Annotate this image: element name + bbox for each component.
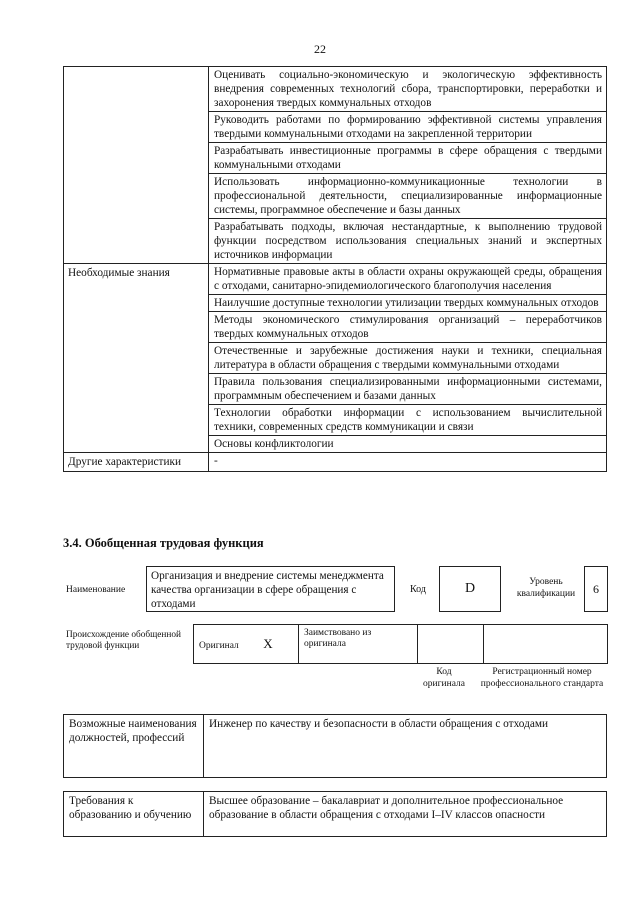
other-characteristics-label: Другие характеристики xyxy=(64,453,209,472)
skill-row: Руководить работами по формированию эффективной системы управления твердыми коммунальными отходами на закрепленной территории xyxy=(209,112,607,143)
borrowed-label: Заимствовано из оригинала xyxy=(299,625,418,664)
original-label: Оригинал xyxy=(199,641,239,651)
knowledge-row: Основы конфликтологии xyxy=(209,436,607,453)
code-original-label: Код оригинала xyxy=(423,667,465,689)
original-cell xyxy=(194,625,299,664)
skills-label-cell xyxy=(64,67,209,264)
positions-label: Возможные наименования должностей, профессий xyxy=(64,715,204,778)
positions-table xyxy=(63,714,607,778)
skill-row: Оценивать социально-экономическую и экологическую эффективность внедрения современных технологий сбора, транспортировки, переработки и захоронения твердых коммунальных отходов xyxy=(209,67,607,112)
level-label: Уровень квалификации xyxy=(516,577,576,599)
other-characteristics-value: - xyxy=(209,453,607,472)
page-number: 22 xyxy=(314,42,326,56)
knowledge-row: Правила пользования специализированными информационными системами, программным обеспечением и базами данных xyxy=(209,374,607,405)
skill-row: Разрабатывать инвестиционные программы в сфере обращения с твердыми коммунальными отходами xyxy=(209,143,607,174)
knowledge-row: Технологии обработки информации с использованием вычислительной техники, современных средств коммуникации и связи xyxy=(209,405,607,436)
name-label: Наименование xyxy=(66,585,126,595)
name-value: Организация и внедрение системы менеджмента качества организации в сфере обращения с отходами xyxy=(146,566,395,612)
code-original-cell xyxy=(418,625,484,664)
knowledge-row: Нормативные правовые акты в области охраны окружающей среды, обращения с отходами, санитарно-эпидемиологического благополучия населения xyxy=(209,264,607,295)
skill-row: Разрабатывать подходы, включая нестандартные, к выполнению трудовой функции посредством использования специальных знаний и экспертных источников информации xyxy=(209,219,607,264)
skills-knowledge-table xyxy=(63,66,607,472)
origin-label: Происхождение обобщенной трудовой функции xyxy=(66,630,181,651)
code-label: Код xyxy=(410,584,426,595)
original-mark: X xyxy=(263,636,273,651)
reg-number-label: Регистрационный номер профессионального стандарта xyxy=(480,667,604,689)
knowledge-label: Необходимые знания xyxy=(64,264,209,453)
code-value: D xyxy=(439,566,501,612)
education-value: Высшее образование – бакалавриат и дополнительное профессиональное образование в области обращения с отходами I–IV классов опасности xyxy=(204,792,607,837)
skill-row: Использовать информационно-коммуникационные технологии в профессиональной деятельности, специализированные информационные системы, программное обеспечение и базы данных xyxy=(209,174,607,219)
knowledge-row: Методы экономического стимулирования организаций – переработчиков твердых коммунальных отходов xyxy=(209,312,607,343)
section-title: 3.4. Обобщенная трудовая функция xyxy=(63,536,264,550)
origin-table xyxy=(193,624,608,664)
education-table xyxy=(63,791,607,837)
knowledge-row: Наилучшие доступные технологии утилизации твердых коммунальных отходов xyxy=(209,295,607,312)
level-value: 6 xyxy=(584,566,608,612)
education-label: Требования к образованию и обучению xyxy=(64,792,204,837)
positions-value: Инженер по качеству и безопасности в области обращения с отходами xyxy=(204,715,607,778)
reg-number-cell xyxy=(484,625,608,664)
knowledge-row: Отечественные и зарубежные достижения науки и техники, специальная литература в области обращения с твердыми коммунальными отходами xyxy=(209,343,607,374)
